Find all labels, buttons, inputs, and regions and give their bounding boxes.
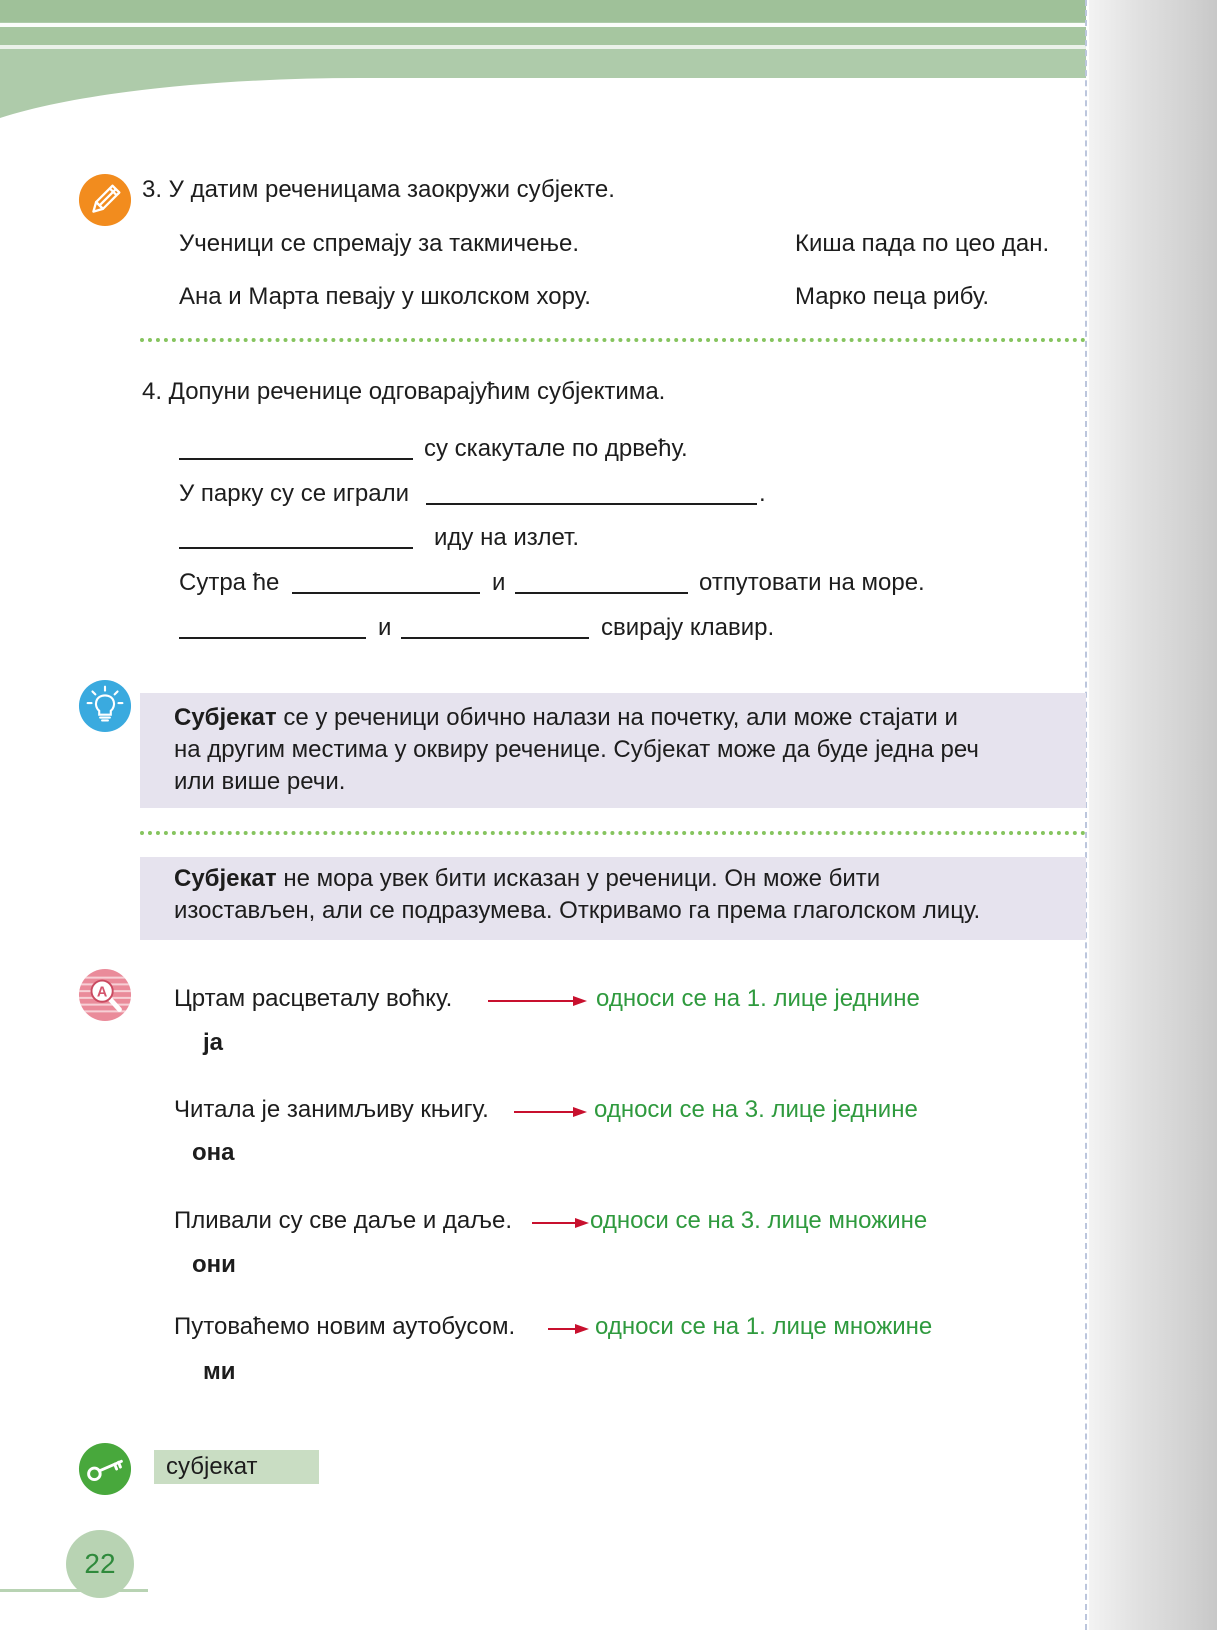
answer-blank [426, 503, 757, 505]
magnifier-letter: A [96, 984, 108, 1001]
rule-term: Субјекат [174, 704, 277, 731]
rule-term: Субјекат [174, 865, 277, 892]
page-margin-strip [1089, 0, 1217, 1630]
lightbulb-icon [78, 679, 132, 733]
example-sentence: Пливали су све даље и даље. [174, 1207, 513, 1234]
header-banner [0, 0, 1086, 120]
rule-line: изостављен, али се подразумева. Откривамо га према глаголском лицу. [174, 897, 981, 924]
exercise-4-title: 4. Допуни реченице одговарајућим субјектима. [142, 378, 666, 405]
exercise-4-line-4-end: отпутовати на море. [699, 569, 925, 596]
margin-dashed-line [1085, 0, 1087, 1630]
pencil-icon [78, 173, 132, 227]
page-number: 22 [66, 1530, 134, 1598]
rule-text: се у реченици обично налази на почетку, али може стајати и [283, 704, 958, 731]
example-subject: она [192, 1139, 235, 1166]
keyword-label: субјекат [166, 1453, 258, 1480]
example-explanation: односи се на 3. лице једнине [594, 1096, 918, 1123]
example-explanation: односи се на 1. лице множине [595, 1313, 933, 1340]
example-subject: ми [203, 1358, 236, 1385]
answer-blank [292, 592, 480, 594]
answer-blank [401, 637, 589, 639]
example-explanation: односи се на 1. лице једнине [596, 985, 920, 1012]
answer-blank [179, 637, 366, 639]
dotted-divider [140, 338, 1086, 342]
example-subject: ја [203, 1029, 224, 1056]
dotted-divider [140, 831, 1086, 835]
rule-line: на другим местима у оквиру реченице. Субјекат може да буде једна реч [174, 736, 979, 763]
arrow-right-icon [532, 1216, 589, 1230]
exercise-4-line-1-text: су скакутале по дрвећу. [424, 435, 688, 462]
exercise-3-sentence: Киша пада по цео дан. [795, 230, 1050, 257]
footer-line [0, 1589, 148, 1592]
arrow-right-icon [488, 994, 587, 1008]
exercise-3-sentence: Марко пеца рибу. [795, 283, 990, 310]
example-sentence: Цртам расцветалу воћку. [174, 985, 453, 1012]
arrow-right-icon [514, 1105, 587, 1119]
answer-blank [179, 547, 413, 549]
exercise-3-sentence: Ана и Марта певају у школском хору. [179, 283, 591, 310]
rule-line: или више речи. [174, 768, 346, 795]
key-icon [78, 1442, 132, 1496]
arrow-right-icon [548, 1322, 589, 1336]
exercise-4-line-2-end: . [759, 480, 766, 507]
answer-blank [515, 592, 688, 594]
exercise-4-line-4-conjunction: и [492, 569, 506, 596]
rule-line [174, 864, 880, 894]
exercise-4-line-3-text: иду на излет. [434, 524, 580, 551]
exercise-4-line-5-conjunction: и [378, 614, 392, 641]
exercise-4-line-5-end: свирају клавир. [601, 614, 775, 641]
magnifier-letter-icon [78, 968, 132, 1022]
example-sentence: Путоваћемо новим аутобусом. [174, 1313, 516, 1340]
exercise-3-title: 3. У датим реченицама заокружи субјекте. [142, 176, 615, 203]
answer-blank [179, 458, 413, 460]
rule-line [174, 703, 958, 733]
exercise-4-line-2-text: У парку су се играли [179, 480, 409, 507]
example-sentence: Читала је занимљиву књигу. [174, 1096, 489, 1123]
exercise-4-line-4-text: Сутра ће [179, 569, 280, 596]
example-subject: они [192, 1251, 236, 1278]
exercise-3-sentence: Ученици се спремају за такмичење. [179, 230, 579, 257]
rule-text: не мора увек бити исказан у реченици. Он може бити [283, 865, 881, 892]
example-explanation: односи се на 3. лице множине [590, 1207, 928, 1234]
